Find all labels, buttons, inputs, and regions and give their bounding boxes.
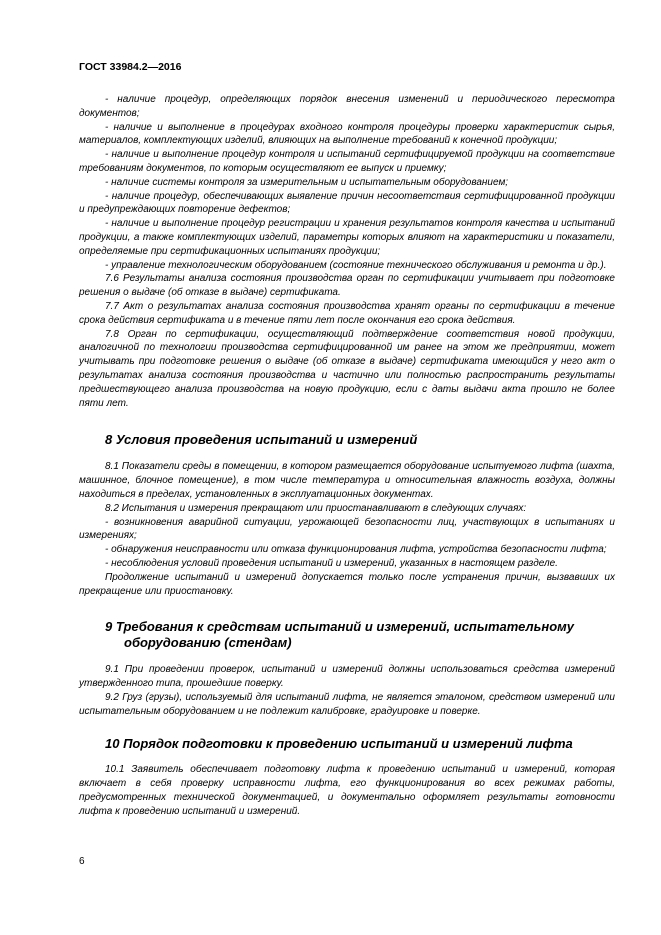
list-item: - наличие процедур, определяющих порядок внесения изменений и периодического пересмотра документов; — [79, 94, 615, 119]
list-item: - возникновения аварийной ситуации, угрожающей безопасности лиц, участвующих в испытаниях и измерениях; — [79, 516, 615, 542]
section-9-heading — [79, 619, 615, 651]
list-item: - наличие и выполнение процедур контроля и испытаний сертифицируемой продукции на соответствие требованиям документов, по которым осуществляют ее выпуск и приемку; — [79, 149, 615, 174]
clause-7-8: 7.8 Орган по сертификации, осуществляющий подтверждение соответствия новой продукции, аналогичной по технологии производства сертифицированной им ранее на этом же предприятии, может учитывать при подготовке решения о выдаче (об отказе в выдаче) сертификата имеющийся у него акт о результатах анализа состояния производства и частично или полностью распространить результаты предшествующего анализа производства на новую продукцию, если с даты выдачи акта прошло не более пяти лет. — [79, 328, 615, 409]
clause-7-6: 7.6 Результаты анализа состояния производства орган по сертификации учитывает при подготовке решения о выдаче (об отказе в выдаче) сертификата. — [79, 273, 615, 299]
list-item: - наличие и выполнение процедур регистрации и хранения результатов контроля качества и испытаний продукции, а также комплектующих изделий, параметры которых влияют на характеристики и показатели, определяемые при сертификационных испытаниях продукции; — [79, 218, 615, 257]
clause-8-2: 8.2 Испытания и измерения прекращают или приостанавливают в следующих случаях: — [105, 502, 527, 514]
section-7-continuation — [79, 93, 615, 410]
page-number: 6 — [79, 856, 85, 867]
list-item: - наличие и выполнение в процедурах входного контроля процедуры проверки характеристик сырья, материалов, комплектующих изделий, влияющих на выполнение требований к конечной продукции; — [79, 121, 615, 147]
list-item: - наличие системы контроля за измерительным и испытательным оборудованием; — [105, 176, 509, 188]
section-8-body — [79, 460, 615, 598]
list-item: - обнаружения неисправности или отказа функционирования лифта, устройства безопасности лифта; — [105, 544, 607, 556]
list-item: - управление технологическим оборудованием (состояние технического обслуживания и ремонта и др.). — [105, 259, 607, 271]
section-9-body — [79, 663, 615, 718]
section-10-heading: 10 Порядок подготовки к проведению испытаний и измерений лифта — [105, 736, 573, 752]
clause-8-1: 8.1 Показатели среды в помещении, в котором размещается оборудование испытуемого лифта (шахта, машинное, блочное помещение), в том числе температура и относительная влажность воздуха, должны находиться в пределах, установленных в эксплуатационных документах. — [79, 461, 615, 500]
list-item: - наличие процедур, обеспечивающих выявление причин несоответствия сертифицированной продукции и предупреждающих повторение дефектов; — [79, 190, 615, 216]
clause-9-2: 9.2 Груз (грузы), используемый для испытаний лифта, не является эталоном, средством измерений или испытательным оборудованием и не подлежит калибровке, градуировке и поверке. — [79, 691, 615, 717]
section-8-heading: 8 Условия проведения испытаний и измерений — [105, 432, 418, 448]
page-content — [79, 93, 615, 819]
clause-9-1: 9.1 При проведении проверок, испытаний и измерений должны использоваться средства измерений утвержденного типа, прошедшие поверку. — [79, 664, 615, 690]
paragraph: Продолжение испытаний и измерений допускается только после устранения причин, вызвавших их прекращение или приостановку. — [79, 571, 615, 597]
list-item: - несоблюдения условий проведения испытаний и измерений, указанных в настоящем разделе. — [105, 557, 558, 569]
document-header: ГОСТ 33984.2—2016 — [79, 61, 182, 73]
clause-7-7: 7.7 Акт о результатах анализа состояния производства хранят органы по сертификации в течение срока действия сертификата и в течение пяти лет после окончания его срока действия. — [79, 300, 615, 326]
section-9-heading-line-1: 9 Требования к средствам испытаний и измерений, испытательному — [105, 619, 574, 635]
section-10-body — [79, 763, 615, 818]
clause-10-1: 10.1 Заявитель обеспечивает подготовку лифта к проведению испытаний и измерений, которая включает в себя проверку исправности лифта, его функционирования во всех режимах работы, предусмотренных технической документацией, и документально оформляет результаты готовности лифта к проведению испытаний и измерений. — [79, 764, 615, 817]
section-9-heading-line-2: оборудованию (стендам) — [124, 635, 292, 651]
